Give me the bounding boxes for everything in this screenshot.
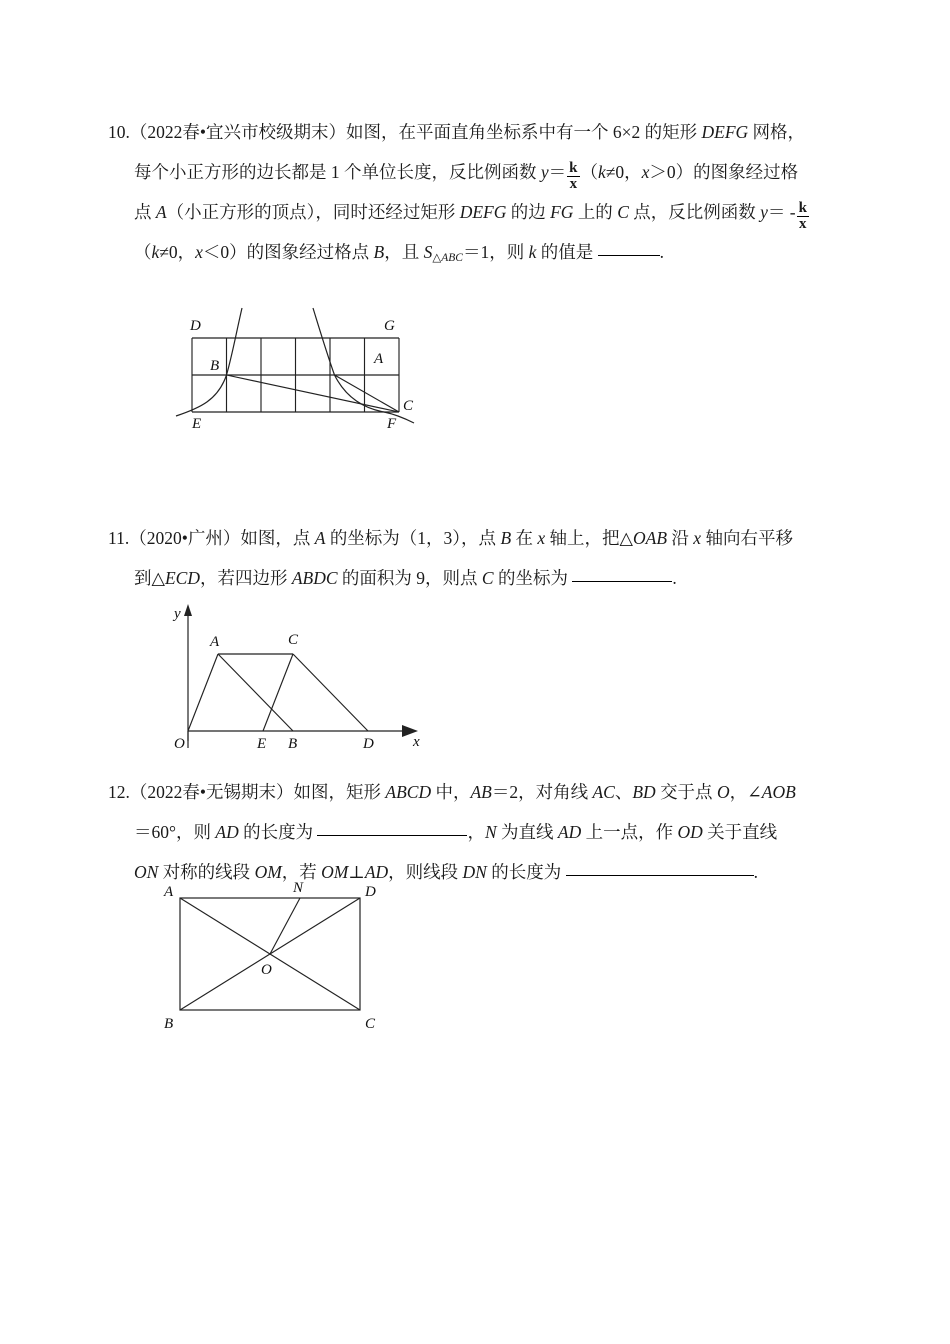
label-C: C (288, 632, 299, 648)
label-F: F (387, 416, 397, 432)
answer-blank-10[interactable] (598, 255, 660, 256)
problem-10-line-4: （k≠0，x＜0）的图象经过格点 B，且 $S_{\triangle ABC}=1$，则 k 的值是 . (134, 242, 664, 265)
label-A: A (210, 634, 220, 650)
problem-11-figure (160, 596, 440, 761)
label-N: N (293, 880, 304, 896)
label-D: D (365, 884, 376, 900)
label-O: O (174, 736, 185, 752)
problem-11-line-2: 到△ECD，若四边形 ABDC 的面积为 9，则点 C 的坐标为 . (134, 568, 677, 588)
answer-blank-12b[interactable] (566, 875, 754, 876)
problem-12-figure (160, 882, 410, 1032)
label-G: G (384, 318, 395, 334)
label-E: E (192, 416, 202, 432)
problem-12-line-2: ＝60°，则 AD 的长度为 ，N 为直线 AD 上一点，作 OD 关于直线 (134, 822, 778, 842)
label-C: C (365, 1016, 376, 1032)
triangle-oab (188, 654, 293, 731)
problem-10-text (108, 112, 858, 278)
problem-11 (108, 518, 858, 598)
problem-11-text (108, 518, 858, 598)
label-O: O (261, 962, 272, 978)
problem-11-line-1: 11.（2020•广州）如图，点 A 的坐标为（1，3），点 B 在 x 轴上，把△OAB 沿 x 轴向右平移 (108, 528, 793, 548)
fraction-neg-k-over-x: $\frac{k}{x}$ (798, 200, 807, 233)
fraction-k-over-x: $\frac{k}{x}$ (569, 160, 578, 193)
triangle-ecd (263, 654, 368, 731)
y-axis-arrow (184, 604, 192, 616)
problem-10-line-3: 点 A（小正方形的顶点），同时还经过矩形 DEFG 的边 FG 上的 C 点，反比例函数 y＝ - $\frac{k}{x}$ (134, 200, 807, 233)
grid-lines (192, 338, 399, 412)
segment-bc (227, 375, 400, 412)
label-D: D (190, 318, 201, 334)
label-E: E (257, 736, 267, 752)
problem-10-line-2: 每个小正方形的边长都是 1 个单位长度，反比例函数 y＝ $\frac{k}{x}$ （k≠0，x＞0）的图象经过格 (134, 160, 799, 193)
grid-hyperbola-svg (182, 308, 432, 432)
translated-triangle-svg (160, 596, 440, 761)
hyperbola-curve-left (176, 308, 242, 416)
segment-on (270, 898, 300, 954)
problem-10 (108, 112, 858, 278)
label-D: D (363, 736, 374, 752)
label-A: A (374, 351, 384, 367)
label-x-axis: x (413, 734, 420, 750)
label-A: A (164, 884, 174, 900)
label-C: C (403, 398, 414, 414)
problem-12 (108, 772, 858, 892)
label-B: B (210, 358, 220, 374)
problem-12-line-1: 12.（2022春•无锡期末）如图，矩形 ABCD 中，AB＝2，对角线 AC、BD 交于点 O，∠AOB (108, 782, 796, 802)
problem-10-line-1: 10.（2022春•宜兴市校级期末）如图，在平面直角坐标系中有一个 6×2 的矩形 DEFG 网格， (108, 122, 806, 142)
answer-blank-12a[interactable] (317, 835, 467, 836)
label-B: B (164, 1016, 174, 1032)
label-y-axis: y (174, 606, 181, 622)
label-B: B (288, 736, 298, 752)
problem-12-line-3: ON 对称的线段 OM，若 OM⊥AD，则线段 DN 的长度为 . (134, 862, 758, 882)
answer-blank-11[interactable] (572, 581, 672, 582)
problem-12-text (108, 772, 858, 892)
problem-10-figure (182, 308, 432, 432)
rectangle-diagonals-svg (160, 882, 410, 1032)
